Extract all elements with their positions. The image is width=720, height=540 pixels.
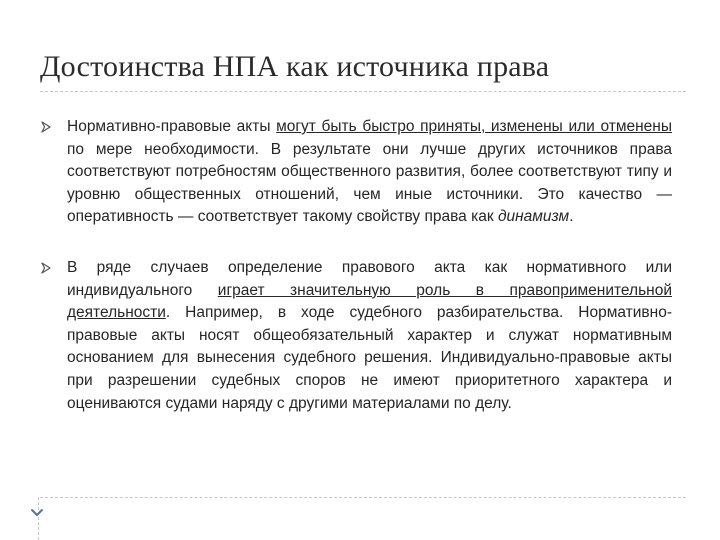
bullet-list	[40, 116, 672, 443]
arrowhead-bullet-icon	[41, 121, 51, 133]
arrowhead-bullet-icon	[41, 262, 51, 274]
bottom-divider	[40, 497, 686, 498]
slide-title: Достоинства НПА как источника права	[40, 50, 550, 83]
bullet-text	[67, 259, 672, 412]
bullet-text	[67, 118, 672, 225]
bullet-text-part: В ряде случаев определение правового акта как нормативного или индивидуального	[67, 258, 672, 299]
bullet-text-part: Нормативно-правовые акты	[67, 118, 277, 135]
bullet-item	[40, 257, 672, 415]
chevron-corner-icon	[30, 506, 44, 520]
bullet-text-underlined: играет значительную роль в правоприменительной деятельности	[67, 281, 672, 322]
bullet-text-part: . Например, в ходе судебного разбирательства. Нормативно-правовые акты носят общеобязательный характер и служат нормативным основанием для вынесения судебного решения. Индивидуально-правовые акты при разрешении судебных споров не имеют приоритетного характера и оцениваются судами наряду с другими материалами по делу.	[67, 304, 672, 412]
bullet-text-underlined: могут быть быстро приняты, изменены или отменены	[276, 118, 672, 135]
bullet-text-italic: динамизм	[497, 208, 570, 226]
bullet-text-part: .	[569, 208, 574, 226]
bullet-item	[40, 116, 672, 229]
bullet-text-part: по мере необходимости. В результате они лучше других источников права соответствуют потребностям общественного развития, более соответствуют типу и уровню общественных отношений, чем иные источники. Это качество — оперативность — соответствует такому свойству права как	[67, 140, 672, 226]
title-divider	[40, 91, 686, 92]
